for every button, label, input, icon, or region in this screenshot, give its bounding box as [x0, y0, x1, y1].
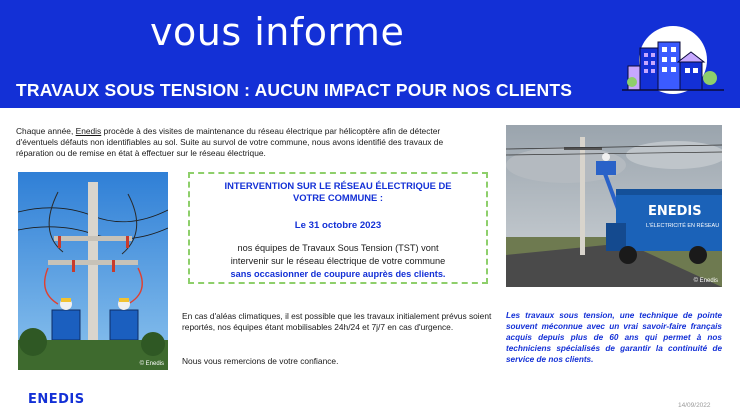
- notice-heading-line1: INTERVENTION SUR LE RÉSEAU ÉLECTRIQUE DE: [224, 180, 452, 191]
- notice-body-line1: nos équipes de Travaux Sous Tension (TST) vont: [237, 243, 439, 253]
- enedis-logo: ENEDIS: [28, 392, 85, 407]
- page-subtitle: TRAVAUX SOUS TENSION : AUCUN IMPACT POUR NOS CLIENTS: [16, 80, 573, 100]
- weather-paragraph: En cas d'aléas climatiques, il est possible que les travaux initialement prévus soient reportés, nos équipes étant mobilisables 24h/24 et 7j/7 en cas d'urgence.: [182, 311, 492, 332]
- city-buildings-icon: [618, 26, 728, 98]
- intervention-notice-box: [188, 172, 488, 284]
- page-title: vous informe: [150, 10, 405, 54]
- notice-heading: [190, 180, 486, 204]
- header-banner: [0, 0, 740, 108]
- intro-text-end: procède à des visites de maintenance du réseau électrique par hélicoptère afin de détecter d'éventuels défauts non identifiables au sol. Suite au survol de votre commune, nous avons identifié des travaux de réparation ou de remise en état à effectuer sur le réseau électrique.: [16, 126, 444, 158]
- photo-credit-right: © Enedis: [693, 278, 718, 284]
- thanks-paragraph: Nous vous remercions de votre confiance.: [182, 356, 339, 366]
- intro-text-start: Chaque année,: [16, 126, 76, 136]
- truck-slogan-text: L'ÉLECTRICITÉ EN RÉSEAU: [646, 223, 720, 229]
- pole-photo: [18, 172, 168, 370]
- truck-brand-text: ENEDIS: [648, 204, 702, 219]
- notice-body-line2: intervenir sur le réseau électrique de votre commune: [230, 256, 446, 266]
- truck-photo: [506, 125, 722, 287]
- intervention-date: Le 31 octobre 2023: [294, 220, 382, 231]
- enedis-link[interactable]: Enedis: [75, 126, 102, 136]
- tst-description: Les travaux sous tension, une technique de pointe souvent méconnue avec un vrai savoir-faire français acquis depuis plus de 60 ans qui permet à nos techniciens spécialisés de garantir la continuité de service de nos clients.: [506, 311, 722, 364]
- footer-date: 14/09/2022: [678, 402, 711, 409]
- notice-body: [190, 242, 486, 281]
- notice-heading-line2: VOTRE COMMUNE :: [292, 192, 384, 203]
- notice-highlight: sans occasionner de coupure auprès des clients.: [230, 269, 446, 279]
- photo-credit-left: © Enedis: [139, 361, 164, 367]
- intro-paragraph: [16, 126, 476, 159]
